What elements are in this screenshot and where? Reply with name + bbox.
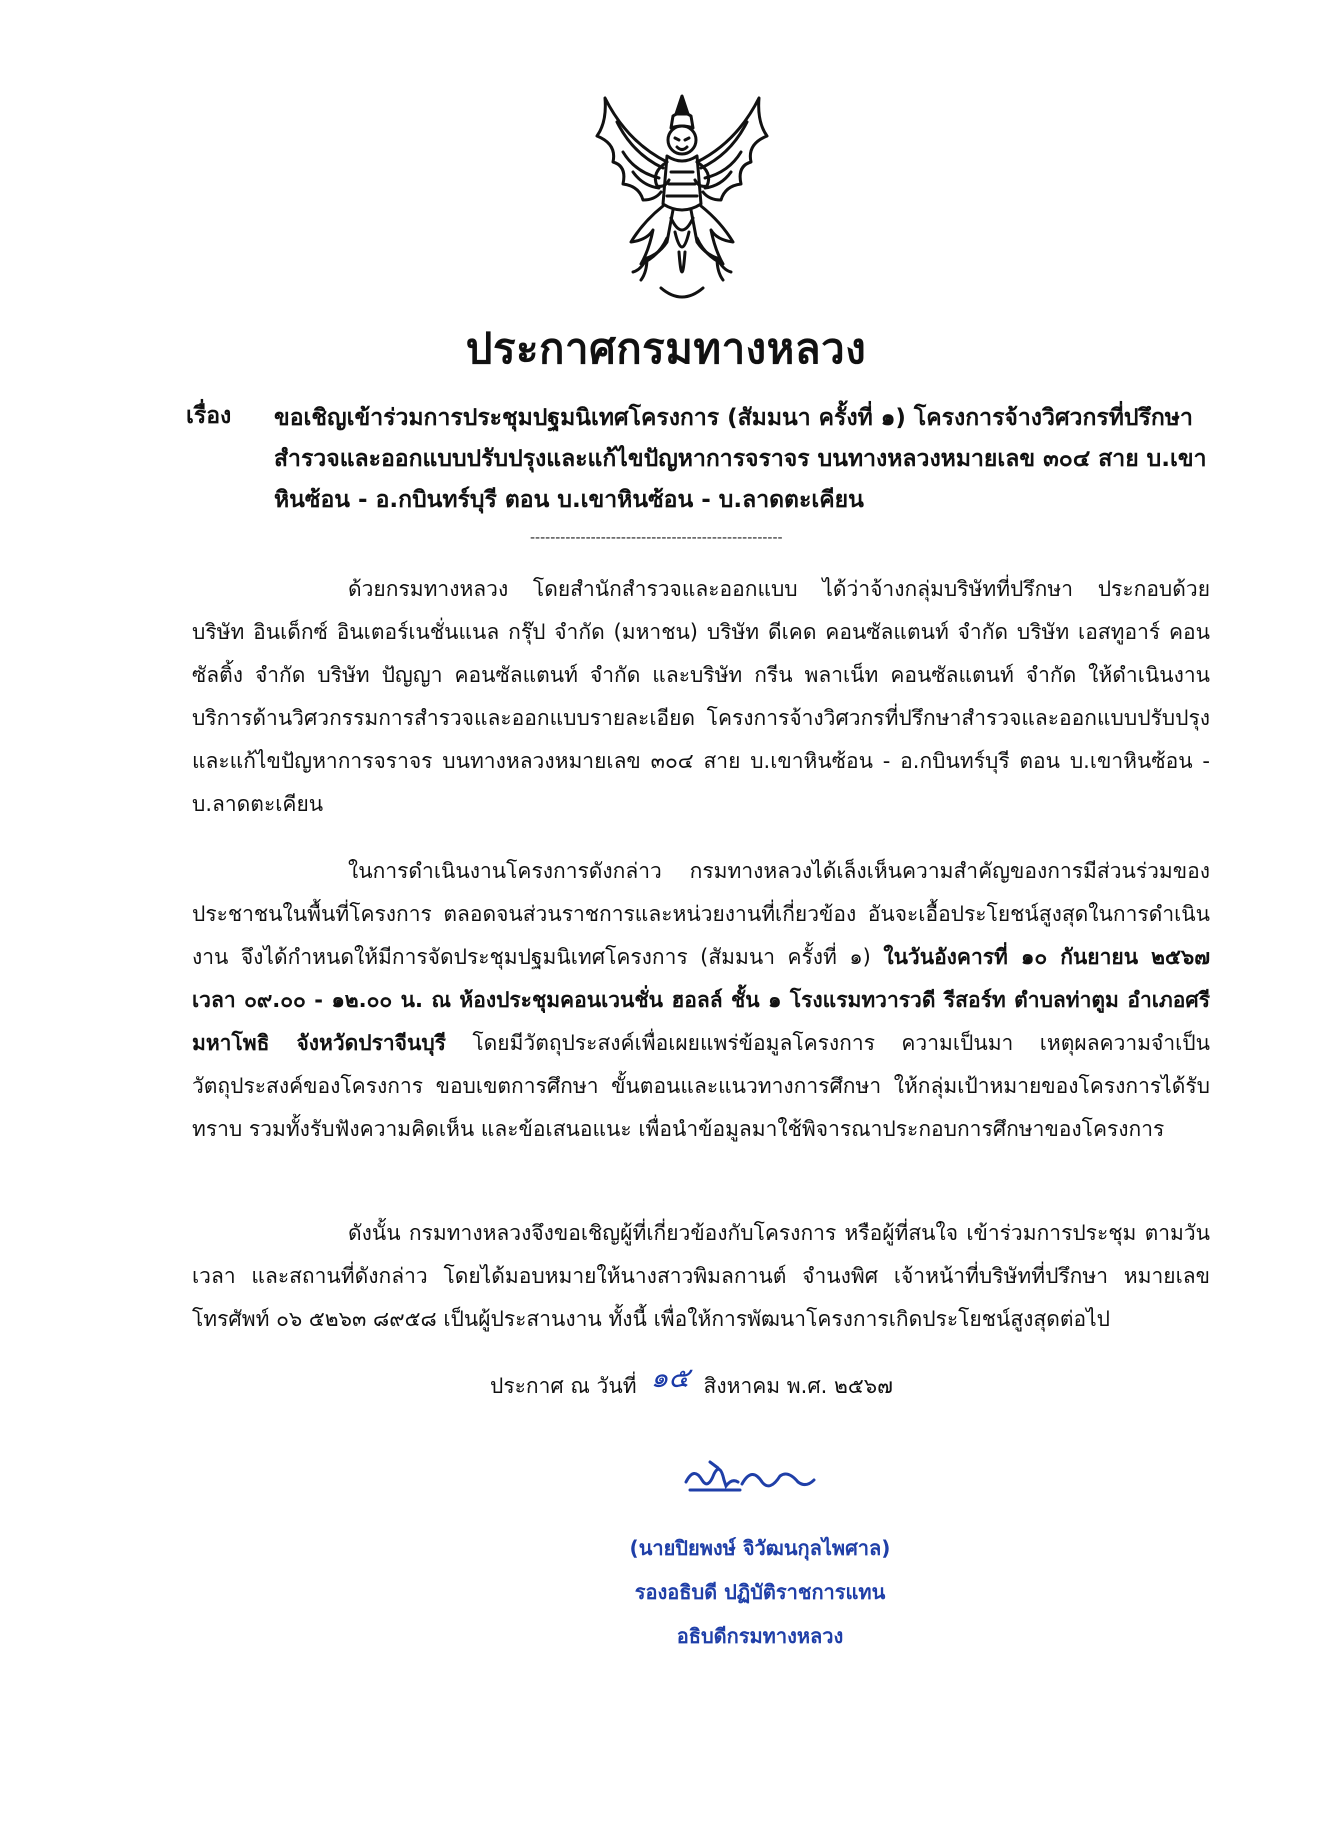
signer-position: รองอธิบดี ปฏิบัติราชการแทน [634,1580,886,1604]
subject-label: เรื่อง [186,403,232,429]
paragraph-1-text: ด้วยกรมทางหลวง โดยสำนักสำรวจและออกแบบ ได้ว่าจ้างกลุ่มบริษัทที่ปรึกษา ประกอบด้วย บริษัท อินเด็กซ์ อินเตอร์เนชั่นแนล กรุ๊ป จำกัด (มหาชน) บริษัท ดีเคด คอนซัลแตนท์ จำกัด บริษัท เอสทูอาร์ คอนซัลติ้ง จำกัด บริษัท ปัญญา คอนซัลแตนท์ จำกัด และบริษัท กรีน พลาเน็ท คอนซัลแตนท์ จำกัด ให้ดำเนินงานบริการด้านวิศวกรรมการสำรวจและออกแบบรายละเอียด โครงการจ้างวิศวกรที่ปรึกษาสำรวจและออกแบบปรับปรุงและแก้ไขปัญหาการจราจร บนทางหลวงหมายเลข ๓๐๔ สาย บ.เขาหินซ้อน - อ.กบินทร์บุรี ตอน บ.เขาหินซ้อน - บ.ลาดตะเคียน [192,577,1210,816]
paragraph-3-text: ดังนั้น กรมทางหลวงจึงขอเชิญผู้ที่เกี่ยวข้องกับโครงการ หรือผู้ที่สนใจ เข้าร่วมการประชุม ตามวัน เวลา และสถานที่ดังกล่าว โดยได้มอบหมายให้นางสาวพิมลกานต์ จำนงพิศ เจ้าหน้าที่บริษัทที่ปรึกษา หมายเลขโทรศัพท์ ๐๖ ๕๒๖๓ ๘๙๕๘ เป็นผู้ประสานงาน ทั้งนี้ เพื่อให้การพัฒนาโครงการเกิดประโยชน์สูงสุดต่อไป [192,1221,1210,1331]
subject-text: ขอเชิญเข้าร่วมการประชุมปฐมนิเทศโครงการ (สัมมนา ครั้งที่ ๑) โครงการจ้างวิศวกรที่ปรึกษาสำรวจและออกแบบปรับปรุงและแก้ไขปัญหาการจราจร บนทางหลวงหมายเลข ๓๐๔ สาย บ.เขาหินซ้อน - อ.กบินทร์บุรี ตอน บ.เขาหินซ้อน - บ.ลาดตะเคียน [274,405,1207,513]
handwritten-signature [680,1452,820,1498]
paragraph-meeting-details [192,850,1210,1151]
signer-title: อธิบดีกรมทางหลวง [676,1624,844,1648]
paragraph-invitation [192,1212,1210,1341]
paragraph-background [192,568,1210,826]
paragraph-2-text-a: ในการดำเนินงานโครงการดังกล่าว กรมทางหลวงได้เล็งเห็นความสำคัญของการมีส่วนร่วมของประชาชนในพื้นที่โครงการ ตลอดจนส่วนราชการและหน่วยงานที่เกี่ยวข้อง อันจะเอื้อประโยชน์สูงสุดในการดำเนินงาน จึงได้กำหนดให้มีการจัดประชุมปฐมนิเทศโครงการ (สัมมนา ครั้งที่ ๑) [192,859,1210,969]
paragraph-2-text-b: โดยมีวัตถุประสงค์เพื่อเผยแพร่ข้อมูลโครงการ ความเป็นมา เหตุผลความจำเป็น วัตถุประสงค์ของโครงการ ขอบเขตการศึกษา ขั้นตอนและแนวทางการศึกษา ให้กลุ่มเป้าหมายของโครงการได้รับทราบ รวมทั้งรับฟังความคิดเห็น และข้อเสนอแนะ เพื่อนำข้อมูลมาใช้พิจารณาประกอบการศึกษาของโครงการ [192,1031,1210,1141]
date-suffix: สิงหาคม พ.ศ. ๒๕๖๗ [703,1374,893,1398]
date-prefix: ประกาศ ณ วันที่ [490,1374,637,1398]
signer-name: (นายปิยพงษ์ จิวัฒนกุลไพศาล) [629,1536,891,1560]
garuda-emblem-icon [587,92,777,310]
document-title: ประกาศกรมทางหลวง [465,324,867,373]
meeting-date-venue: ในวันอังคารที่ ๑๐ กันยายน ๒๕๖๗ เวลา ๐๙.๐๐ - ๑๒.๐๐ น. ณ ห้องประชุมคอนเวนชั่น ฮอลล์ ชั้น ๑ โรงแรมทวารวดี รีสอร์ท ตำบลท่าตูม อำเภอศรีมหาโพธิ จังหวัดปราจีนบุรี [192,945,1210,1055]
handwritten-day: ๑๕ [650,1361,690,1394]
section-divider: -------------------------------------------------- [530,530,783,546]
announcement-date [490,1362,893,1406]
